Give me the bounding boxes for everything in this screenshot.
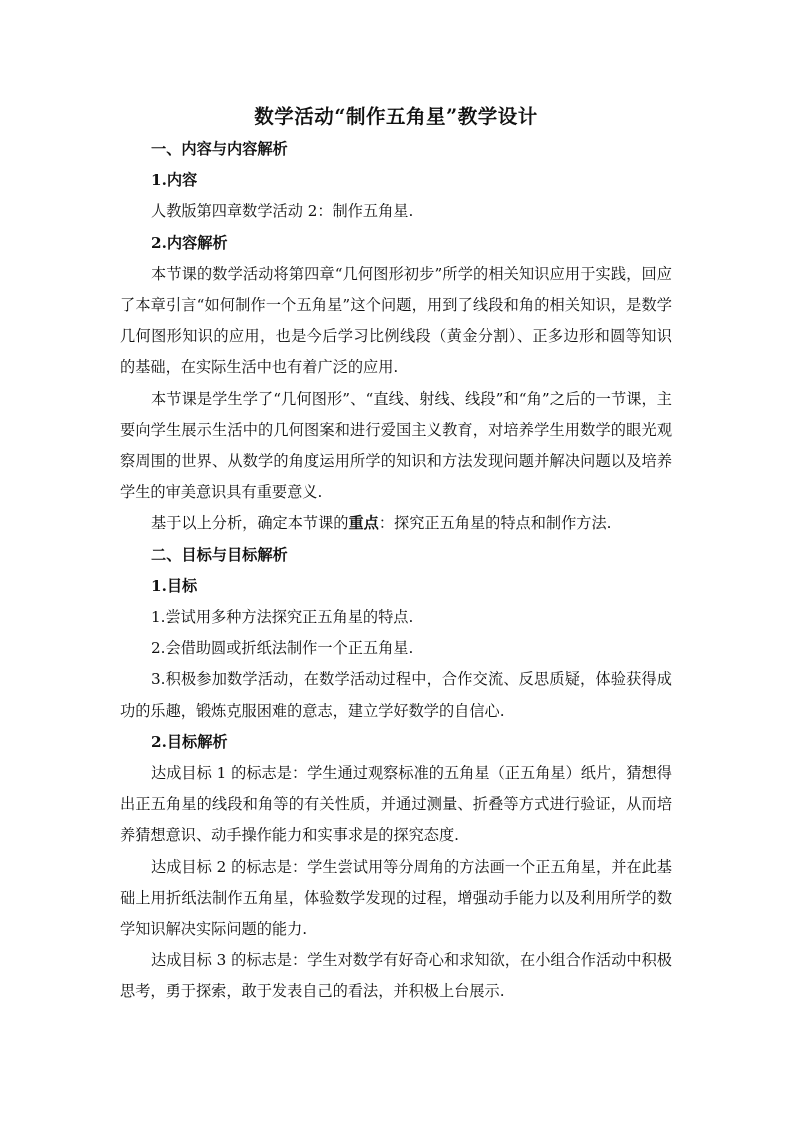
subheading-content-analysis: 2.内容解析 <box>151 233 228 252</box>
content-text: 人教版第四章数学活动 2：制作五角星. <box>151 202 414 221</box>
subheading-content: 1.内容 <box>151 171 198 190</box>
analysis-paragraph-1: 本节课的数学活动将第四章“几何图形初步”所学的相关知识应用于实践，回应了本章引言“如何制作一个五角星”这个问题，用到了线段和角的相关知识，是数学几何图形知识的应用，也是今后学习比例线段（黄金分割）、正多边形和圆等知识的基础，在实际生活中也有着广泛的应用. <box>120 264 672 377</box>
goal-item-3: 3.积极参加数学活动，在数学活动过程中，合作交流、反思质疑，体验获得成功的乐趣，锻炼克服困难的意志，建立学好数学的自信心. <box>120 670 672 720</box>
document-title: 数学活动“制作五角星”教学设计 <box>254 105 538 128</box>
key-point-text: ：探究正五角星的特点和制作方法. <box>378 514 612 533</box>
goal-analysis-paragraph-1: 达成目标 1 的标志是：学生通过观察标准的五角星（正五角星）纸片，猜想得出正五角星的线段和角等的有关性质，并通过测量、折叠等方式进行验证，从而培养猜想意识、动手操作能力和实事求是的探究态度. <box>120 764 672 845</box>
document-content <box>120 100 672 1008</box>
goal-analysis-paragraph-3: 达成目标 3 的标志是：学生对数学有好奇心和求知欲，在小组合作活动中积极思考，勇于探索，敢于发表自己的看法，并积极上台展示. <box>120 951 672 1001</box>
goal-analysis-paragraph-2: 达成目标 2 的标志是：学生尝试用等分周角的方法画一个正五角星，并在此基础上用折纸法制作五角星，体验数学发现的过程，增强动手能力以及利用所学的数学知识解决实际问题的能力. <box>120 857 672 939</box>
analysis-paragraph-3 <box>120 508 672 539</box>
analysis-paragraph-2: 本节课是学生学了“几何图形”、“直线、射线、线段”和“角”之后的一节课，主要向学生展示生活中的几何图案和进行爱国主义教育，对培养学生用数学的眼光观察周围的世界、从数学的角度运用所学的知识和方法发现问题并解决问题以及培养学生的审美意识具有重要意义. <box>120 389 672 502</box>
goal-item-2: 2.会借助圆或折纸法制作一个正五角星. <box>151 639 414 658</box>
key-point-prefix: 基于以上分析，确定本节课的 <box>151 514 349 533</box>
subheading-goals: 1.目标 <box>151 576 198 595</box>
key-point-label: 重点 <box>348 514 379 533</box>
goal-item-1: 1.尝试用多种方法探究正五角星的特点. <box>151 608 414 627</box>
section-heading-2: 二、目标与目标解析 <box>151 545 288 564</box>
subheading-goal-analysis: 2.目标解析 <box>151 732 228 751</box>
section-heading-1: 一、内容与内容解析 <box>151 140 288 158</box>
